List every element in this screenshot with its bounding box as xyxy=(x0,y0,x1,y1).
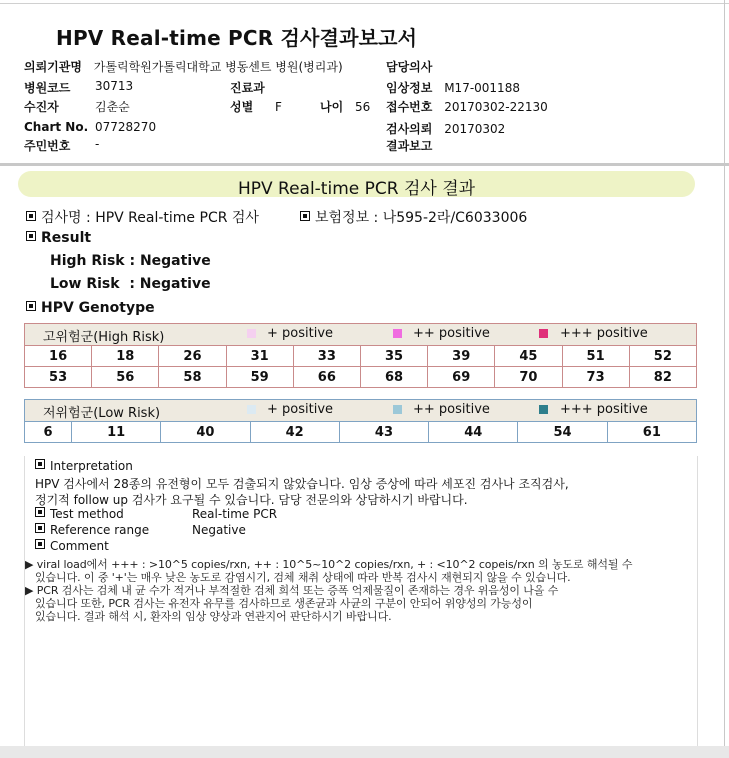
bullet-square-icon xyxy=(300,211,310,221)
genotype-cell: 31 xyxy=(226,346,293,367)
legend-swatch-plus xyxy=(247,329,256,338)
hospital-code-label: 병원코드 xyxy=(24,81,71,95)
legend-swatch-lr-plus xyxy=(247,405,256,414)
patient-value: 김춘순 xyxy=(95,100,130,114)
legend-lr-plus3-label: +++ positive xyxy=(560,402,648,417)
resident-label: 주민번호 xyxy=(24,139,71,153)
genotype-cell: 73 xyxy=(562,367,629,388)
legend-swatch-lr-plus2 xyxy=(393,405,402,414)
chart-value: 07728270 xyxy=(95,120,157,134)
legend-plus-label: + positive xyxy=(267,326,334,341)
high-risk-title: 고위험군(High Risk) xyxy=(43,330,165,345)
genotype-cell: 54 xyxy=(518,422,607,443)
high-risk-result: High Risk : Negative xyxy=(50,253,211,269)
comment-1-line-1: ▶ viral load에서 +++ : >10^5 copies/rxn, ++ : 10^5~10^2 copies/rxn, + : <10^2 copeis/rxn 의 농도로 해석될 수 xyxy=(25,558,633,571)
genotype-cell: 43 xyxy=(339,422,428,443)
comment-2-line-1: ▶ PCR 검사는 검체 내 균 수가 적거나 부적절한 검체 희석 또는 증폭 억제물질이 존재하는 경우 위음성이 나올 수 xyxy=(25,584,559,597)
genotype-cell: 45 xyxy=(495,346,562,367)
result-banner xyxy=(18,171,695,197)
genotype-cell: 68 xyxy=(360,367,427,388)
bullet-square-icon xyxy=(26,301,36,311)
interpretation-text-2: 정기적 follow up 검사가 요구될 수 있습니다. 담당 전문의와 상담하시기 바랍니다. xyxy=(35,493,468,507)
patient-label: 수진자 xyxy=(24,100,59,114)
table-row xyxy=(25,422,697,443)
legend-swatch-plus2 xyxy=(393,329,402,338)
bullet-square-icon xyxy=(35,459,45,469)
institution-row xyxy=(24,58,343,75)
genotype-cell: 42 xyxy=(250,422,339,443)
result-banner-title: HPV Real-time PCR 검사 결과 xyxy=(237,179,476,199)
interpretation-text-1: HPV 검사에서 28종의 유전형이 모두 검출되지 않았습니다. 임상 증상에 따라 세포진 검사나 조직검사, xyxy=(35,477,569,491)
low-risk-table xyxy=(24,421,697,443)
legend-plus2-label: ++ positive xyxy=(413,326,490,341)
test-name: 검사명 : HPV Real-time PCR 검사 xyxy=(41,210,259,226)
age-label: 나이 xyxy=(320,100,344,114)
bullet-square-icon xyxy=(26,211,36,221)
interpretation-label: Interpretation xyxy=(50,459,133,473)
clinical-label: 임상정보 xyxy=(386,81,433,95)
comment-2-line-2: 있습니다 또한, PCR 검사는 유전자 유무를 검사하므로 생존균과 사균의 구분이 안되어 위양성의 가능성이 xyxy=(35,597,533,610)
institution-label: 의뢰기관명 xyxy=(24,60,82,74)
hospital-code-label-wrap xyxy=(24,79,70,96)
sex-row xyxy=(230,98,282,115)
method-value: Real-time PCR xyxy=(192,507,278,521)
low-risk-result: Low Risk : Negative xyxy=(50,276,211,292)
department-label: 진료과 xyxy=(230,81,265,95)
range-value: Negative xyxy=(192,523,246,537)
age-value: 56 xyxy=(355,100,371,114)
interpretation-heading xyxy=(35,459,133,473)
request-row xyxy=(386,120,505,137)
report-row xyxy=(386,137,432,154)
range-heading xyxy=(35,523,149,537)
institution-value: 가톨릭학원가톨릭대학교 병동센트 병원(병리과) xyxy=(93,60,343,74)
receipt-label: 접수번호 xyxy=(386,100,433,114)
clinical-row xyxy=(386,79,520,96)
report-label: 결과보고 xyxy=(386,139,433,153)
footer-band xyxy=(0,746,729,758)
receipt-row xyxy=(386,98,548,115)
genotype-cell: 18 xyxy=(92,346,159,367)
bullet-square-icon xyxy=(35,523,45,533)
chart-label: Chart No. xyxy=(24,120,89,134)
age-row xyxy=(320,98,370,115)
genotype-heading-line xyxy=(26,300,155,316)
genotype-cell: 66 xyxy=(293,367,360,388)
comment-1-line-2: 있습니다. 이 중 '+'는 매우 낮은 농도로 감염시기, 검체 채취 상태에 따라 반복 검사시 재현되지 않을 수 있습니다. xyxy=(35,571,571,584)
clinical-value: M17-001188 xyxy=(444,81,520,95)
comment-label: Comment xyxy=(50,539,109,553)
bullet-square-icon xyxy=(35,539,45,549)
sex-label: 성별 xyxy=(230,100,254,114)
genotype-cell: 52 xyxy=(629,346,696,367)
high-risk-table xyxy=(24,345,697,388)
genotype-cell: 51 xyxy=(562,346,629,367)
resident-label-wrap xyxy=(24,137,70,154)
genotype-cell: 33 xyxy=(293,346,360,367)
department-label-wrap xyxy=(230,79,265,96)
genotype-cell: 39 xyxy=(428,346,495,367)
doctor-label: 담당의사 xyxy=(386,60,433,74)
range-label: Reference range xyxy=(50,523,150,537)
low-risk-header xyxy=(24,399,697,422)
result-heading-line xyxy=(26,230,91,246)
legend-lr-plus2-label: ++ positive xyxy=(413,402,490,417)
table-row xyxy=(25,367,697,388)
legend-swatch-lr-plus3 xyxy=(539,405,548,414)
genotype-heading: HPV Genotype xyxy=(41,300,155,316)
genotype-cell: 44 xyxy=(429,422,518,443)
legend-plus3-label: +++ positive xyxy=(560,326,648,341)
method-label: Test method xyxy=(50,507,124,521)
request-label: 검사의뢰 xyxy=(386,122,433,136)
test-name-line xyxy=(26,207,259,227)
top-divider xyxy=(0,3,729,4)
legend-swatch-plus3 xyxy=(539,329,548,338)
result-heading: Result xyxy=(41,230,92,246)
comment-heading xyxy=(35,539,109,553)
genotype-cell: 58 xyxy=(159,367,226,388)
genotype-cell: 53 xyxy=(25,367,92,388)
report-title: HPV Real-time PCR 검사결과보고서 xyxy=(56,26,418,50)
bullet-square-icon xyxy=(26,231,36,241)
method-heading xyxy=(35,507,124,521)
genotype-cell: 26 xyxy=(159,346,226,367)
genotype-cell: 69 xyxy=(428,367,495,388)
low-risk-title: 저위험군(Low Risk) xyxy=(43,406,161,421)
genotype-cell: 16 xyxy=(25,346,92,367)
interpretation-box xyxy=(24,456,698,748)
genotype-cell: 61 xyxy=(607,422,696,443)
request-value: 20170302 xyxy=(444,122,506,136)
patient-label-wrap xyxy=(24,98,59,115)
resident-value: - xyxy=(95,137,100,151)
bullet-square-icon xyxy=(35,507,45,517)
right-divider xyxy=(724,0,725,758)
genotype-cell: 82 xyxy=(629,367,696,388)
high-risk-header xyxy=(24,323,697,346)
table-row xyxy=(25,346,697,367)
chart-label-wrap xyxy=(24,120,88,134)
genotype-cell: 59 xyxy=(226,367,293,388)
header-divider xyxy=(0,163,729,166)
legend-lr-plus-label: + positive xyxy=(267,402,334,417)
comment-2-line-3: 있습니다. 결과 해석 시, 환자의 임상 양상과 연관지어 판단하시기 바랍니다. xyxy=(35,610,392,623)
hospital-code-value: 30713 xyxy=(95,79,134,93)
receipt-value: 20170302-22130 xyxy=(444,100,548,114)
genotype-cell: 6 xyxy=(25,422,72,443)
genotype-cell: 56 xyxy=(92,367,159,388)
genotype-cell: 35 xyxy=(360,346,427,367)
doctor-row xyxy=(386,58,440,75)
genotype-cell: 40 xyxy=(161,422,250,443)
genotype-cell: 70 xyxy=(495,367,562,388)
genotype-cell: 11 xyxy=(71,422,160,443)
sex-value: F xyxy=(275,100,282,114)
insurance-line xyxy=(300,207,527,227)
insurance-info: 보험정보 : 나595-2라/C6033006 xyxy=(315,210,528,226)
